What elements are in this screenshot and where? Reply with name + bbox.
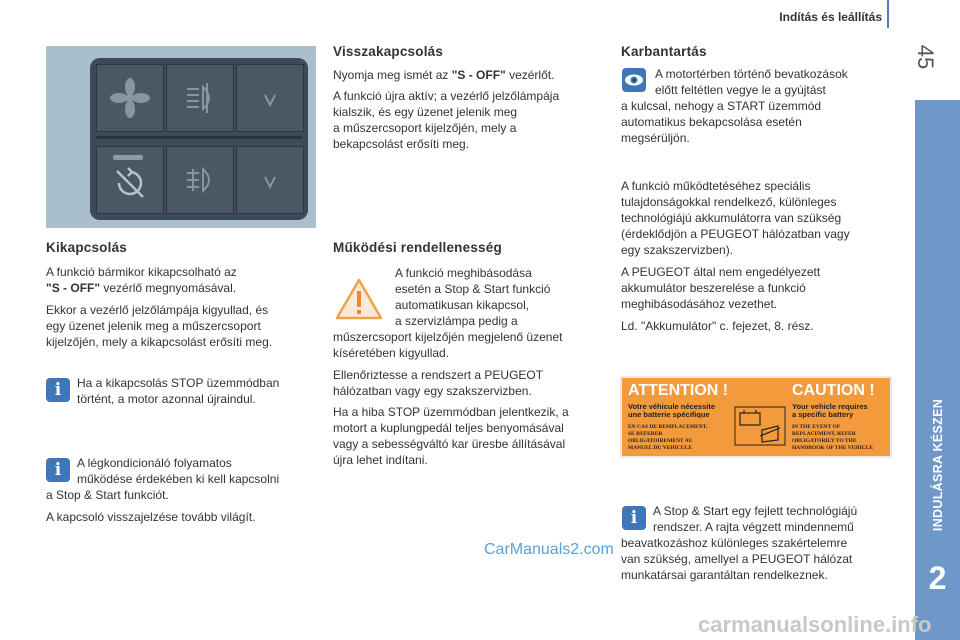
fog-lamp-icon	[167, 65, 233, 131]
info3-line1: A Stop & Start egy fejlett technológiájú	[653, 504, 858, 518]
info3-line2: rendszer. A rajta végzett mindennemű	[653, 520, 854, 534]
rear-fog-icon	[167, 147, 233, 213]
col3-p1-line3: technológiájú akkumulátorra van szükség	[621, 211, 842, 225]
chapter-label	[915, 380, 960, 550]
label-sub-fr-1: Votre véhicule nécessite	[628, 402, 715, 411]
heading-mukodesi-rendellenesseg: Működési rendellenesség	[333, 240, 502, 255]
col3-p2-line3: meghibásodásához vezethet.	[621, 297, 778, 311]
switch-panel	[90, 58, 308, 220]
col1-p2-line2: egy üzenet jelenik meg a műszercsoport	[46, 319, 261, 333]
col3-p1-line2: tulajdonságokkal rendelkező, különleges	[621, 195, 837, 209]
note2-line3: a Stop & Start funkciót.	[46, 488, 169, 502]
col2-p2-line1: A funkció újra aktív; a vezérlő jelzőlámpája	[333, 89, 560, 103]
warning-triangle-icon	[334, 277, 384, 321]
blank-switch-bottom	[236, 146, 304, 214]
eye-line1: A motortérben történő bevatkozások	[655, 67, 848, 81]
col2-p2-line4: bekapcsolást erősíti meg.	[333, 137, 470, 151]
note2-line2: működése érdekében ki kell kapcsolni	[77, 472, 280, 486]
col2-p2-line3: a műszercsoport kijelzőjén, mely a	[333, 121, 517, 135]
label-title-fr: ATTENTION !	[628, 382, 729, 399]
fan-switch	[96, 64, 164, 132]
col1-p2-line3: kijelzőjén, mely a kikapcsolást erősíti meg.	[46, 335, 273, 349]
eye-icon	[622, 68, 646, 92]
label-fr-2: SE REFERER	[628, 431, 663, 437]
label-en-1: IN THE EVENT OF	[792, 424, 841, 430]
warn-line2: esetén a Stop & Start funkció	[395, 282, 551, 296]
col3-p3: Ld. "Akkumulátor" c. fejezet, 8. rész.	[621, 319, 814, 333]
label-en-2: REPLACEMENT, REFER	[792, 431, 856, 437]
col2-p4-line4: újra lehet indítani.	[333, 453, 428, 467]
label-fr-1: EN CAS DE REMPLACEMENT,	[628, 424, 708, 430]
col2-p2-line2: kialszik, és egy üzenet jelenik meg	[333, 105, 518, 119]
chapter-label-text: INDULÁSRA KÉSZEN	[930, 398, 945, 532]
warn-line3: automatikusan kikapcsol,	[395, 298, 530, 312]
heading-kikapcsolas: Kikapcsolás	[46, 240, 127, 255]
chevron-down-icon	[237, 147, 303, 213]
col1-p2-line1: Ekkor a vezérlő jelzőlámpája kigyullad, és	[46, 303, 269, 317]
eye-line3: a kulcsal, nehogy a START üzemmód	[621, 99, 822, 113]
col2-p1-start: Nyomja meg ismét az	[333, 68, 452, 82]
col2-p3-line1: Ellenőriztesse a rendszert a PEUGEOT	[333, 368, 544, 382]
col1-p1-line1: A funkció bármikor kikapcsolható az	[46, 265, 237, 279]
col3-p1-line1: A funkció működtetéséhez speciális	[621, 179, 811, 193]
heading-visszakapcsolas: Visszakapcsolás	[333, 44, 444, 59]
note2-line1: A légkondicionáló folyamatos	[77, 456, 232, 470]
label-en-4: HANDBOOK OF THE VEHICLE	[792, 445, 874, 451]
col1-p3: A kapcsoló visszajelzése tovább világít.	[46, 510, 256, 524]
warn-line1: A funkció meghibásodása	[395, 266, 532, 280]
col1-p1-line2	[46, 280, 236, 296]
col2-p4-line2: motort a kuplungpedál teljes benyomásával	[333, 421, 564, 435]
stop-start-off-switch	[96, 146, 164, 214]
header-divider	[887, 0, 889, 28]
label-fr-3: OBLIGATOIREMENT AU	[628, 438, 693, 444]
col3-p2-line2: akkumulátor beszerelése a funkció	[621, 281, 806, 295]
col2-p4-line3: vagy a sebességváltó kar üresbe állításával	[333, 437, 566, 451]
eye-line2: előtt feltétlen vegye le a gyújtást	[655, 83, 826, 97]
col2-p1-end: vezérlőt.	[505, 68, 555, 82]
blank-switch-top	[236, 64, 304, 132]
eye-line5: megsérüljön.	[621, 131, 690, 145]
col1-p1-rest: vezérlő megnyomásával.	[100, 281, 237, 295]
battery-warning-label	[620, 376, 892, 458]
label-sub-en-1: Your vehicle requires	[792, 402, 868, 411]
running-header: Indítás és leállítás	[779, 10, 882, 24]
label-fr-4: MANUEL DU VEHICULE	[628, 445, 693, 451]
heading-karbantartas: Karbantartás	[621, 44, 707, 59]
warn-line6: kíséretében kigyullad.	[333, 346, 450, 360]
rear-fog-switch	[166, 146, 234, 214]
col2-p1	[333, 67, 554, 83]
info-icon: i	[46, 458, 70, 482]
col2-p3-line2: hálózatban vagy egy szakszervizben.	[333, 384, 532, 398]
info-icon: i	[622, 506, 646, 530]
warn-line4: a szervizlámpa pedig a	[395, 314, 518, 328]
col3-p1-line5: egy szakszervizben).	[621, 243, 734, 257]
s-off-label: "S - OFF"	[451, 68, 506, 82]
label-en-3: OBLIGATORILY TO THE	[792, 438, 857, 444]
label-title-en: CAUTION !	[792, 382, 875, 399]
col3-p2-line1: A PEUGEOT által nem engedélyezett	[621, 265, 821, 279]
chapter-number: 2	[928, 560, 947, 596]
note1-line2: történt, a motor azonnal újraindul.	[77, 392, 256, 406]
col2-p4-line1: Ha a hiba STOP üzemmódban jelentkezik, a	[333, 405, 569, 419]
fog-light-switch	[166, 64, 234, 132]
indicator-led	[113, 155, 143, 160]
info-icon: i	[46, 378, 70, 402]
note1-line1: Ha a kikapcsolás STOP üzemmódban	[77, 376, 280, 390]
fan-icon	[97, 65, 163, 131]
label-sub-fr-2: une batterie spécifique	[628, 410, 710, 419]
page-number: 45	[913, 44, 938, 70]
info3-line3: beavatkozáshoz különleges szakértelemre	[621, 536, 848, 550]
label-sub-en-2: a specific battery	[792, 410, 854, 419]
info3-line5: munkatársai garantáltan rendelkeznek.	[621, 568, 828, 582]
eye-line4: automatikus bekapcsolása esetén	[621, 115, 802, 129]
battery-book-icon	[734, 406, 786, 446]
col3-p1-line4: (érdeklődjön a PEUGEOT hálózatban vagy	[621, 227, 850, 241]
chevron-down-icon	[237, 65, 303, 131]
watermark-carmanualsonline: carmanualsonline.info	[698, 612, 932, 637]
watermark-carmanuals2: CarManuals2.com	[484, 541, 614, 558]
warn-line5: műszercsoport kijelzőjén megjelenő üzenet	[333, 330, 563, 344]
panel-divider	[96, 136, 302, 139]
info3-line4: van szükség, amellyel a PEUGEOT hálózat	[621, 552, 853, 566]
chapter-sidebar	[915, 100, 960, 640]
s-off-label: "S - OFF"	[46, 281, 101, 295]
control-panel-photo	[46, 46, 316, 228]
